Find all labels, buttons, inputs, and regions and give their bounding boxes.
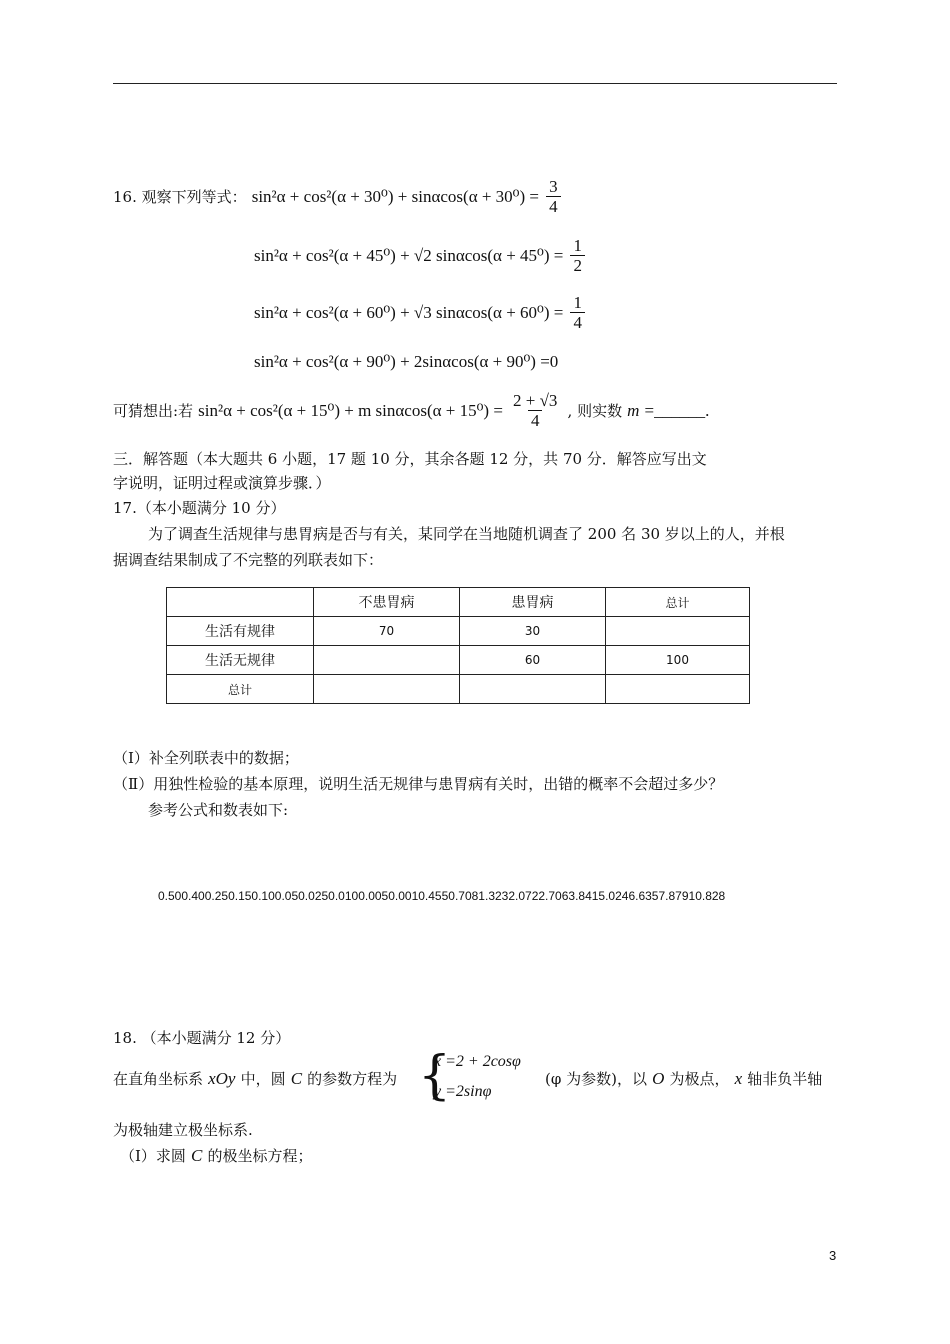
table-header-cell: 患胃病 <box>460 588 606 617</box>
q16-guess-fraction <box>510 392 560 431</box>
table-row <box>167 646 750 675</box>
q16-guess-blank: =______. <box>644 401 710 420</box>
section3-line1: 三．解答题（本大题共 6 小题，17 题 10 分，其余各题 12 分，共 70 分．解答应写出文 <box>113 450 707 468</box>
q16-guess-den: 4 <box>528 410 543 431</box>
table-header-row <box>167 588 750 617</box>
q16-eq3-fraction <box>570 294 585 333</box>
table-cell: 100 <box>606 646 750 675</box>
q16-eq1-lhs: sin²α + cos²(α + 30⁰) + sinαcos(α + 30⁰) = <box>251 187 540 206</box>
q16-eq1-den: 4 <box>546 196 561 217</box>
q18-param: (φ 为参数)，以 <box>545 1070 647 1088</box>
q18-part1 <box>120 1145 312 1166</box>
table-cell <box>314 675 460 704</box>
q16-eq3-lhs: sin²α + cos²(α + 60⁰) + √3 sinαcos(α + 60⁰) = <box>254 303 564 322</box>
q16-eq1-num: 3 <box>549 177 558 196</box>
q16-eq4: sin²α + cos²(α + 90⁰) + 2sinαcos(α + 90⁰) =0 <box>254 352 559 371</box>
q16-line2 <box>254 237 587 276</box>
q18-origin: O <box>652 1069 665 1088</box>
q18-part1-prefix: （Ⅰ）求圆 <box>120 1147 186 1165</box>
q16-guess-suffix: , 则实数 <box>567 402 623 420</box>
section3-line2: 字说明，证明过程或演算步骤．） <box>113 474 331 492</box>
q16-line1 <box>113 178 563 217</box>
table-cell <box>606 617 750 646</box>
q17-para-line1: 为了调查生活规律与患胃病是否与有关，某同学在当地随机调查了 200 名 30 岁以上的人，并根 <box>148 525 785 543</box>
q16-guess-prefix: 可猜想出:若 <box>113 402 194 420</box>
q18-line1-tail <box>545 1068 822 1089</box>
q17-title: 17.（本小题满分 10 分） <box>113 499 286 517</box>
table-cell: 60 <box>460 646 606 675</box>
left-brace: { <box>418 1046 452 1106</box>
q18-mid2: 的参数方程为 <box>307 1070 398 1088</box>
table-cell: 70 <box>314 617 460 646</box>
table-cell: 生活有规律 <box>167 617 314 646</box>
contingency-table <box>166 587 750 704</box>
q16-guess-num: 2 + √3 <box>513 391 558 410</box>
q16-eq2-lhs: sin²α + cos²(α + 45⁰) + √2 sinαcos(α + 45⁰) = <box>254 246 564 265</box>
q18-intro: 在直角坐标系 <box>113 1070 204 1088</box>
q18-sys-x: x =2 + 2cosφ <box>434 1053 521 1070</box>
q16-label: 16. 观察下列等式： <box>113 188 247 206</box>
table-cell <box>606 675 750 704</box>
q18-part1-suffix: 的极坐标方程； <box>207 1147 313 1165</box>
q17-part1: （Ⅰ）补全列联表中的数据； <box>113 749 299 767</box>
table-row <box>167 617 750 646</box>
page-number: 3 <box>829 1248 837 1263</box>
q16-eq2-fraction <box>570 237 585 276</box>
q16-guess <box>113 392 709 431</box>
q16-eq3-num: 1 <box>573 293 582 312</box>
q16-line3 <box>254 294 587 333</box>
table-header-cell <box>167 588 314 617</box>
table-header-cell: 总计 <box>606 588 750 617</box>
table-cell: 生活无规律 <box>167 646 314 675</box>
q16-guess-var: m <box>627 401 640 420</box>
q16-eq1-fraction <box>546 178 561 217</box>
q18-sys-y: y =2sinφ <box>434 1083 492 1100</box>
q18-axis: 轴非负半轴 <box>747 1070 823 1088</box>
q18-coord: xOy <box>208 1069 236 1088</box>
q18-line2: 为极轴建立极坐标系. <box>113 1121 253 1139</box>
q18-xvar: x <box>734 1069 743 1088</box>
table-cell: 30 <box>460 617 606 646</box>
q17-part2: （Ⅱ）用独性检验的基本原理，说明生活无规律与患胃病有关时，出错的概率不会超过多少？ <box>113 775 724 793</box>
q17-data-line: 0.500.400.250.150.100.050.0250.0100.0050.0010.4550.7081.3232.0722.7063.8415.0246.6357.87910.828 <box>158 889 726 903</box>
table-cell <box>460 675 606 704</box>
table-cell <box>314 646 460 675</box>
table-row <box>167 675 750 704</box>
header-rule <box>113 83 837 84</box>
table-header-cell: 不患胃病 <box>314 588 460 617</box>
q16-guess-lhs: sin²α + cos²(α + 15⁰) + m sinαcos(α + 15⁰) = <box>198 401 503 420</box>
q17-para-line2: 据调查结果制成了不完整的列联表如下： <box>113 551 384 569</box>
q18-pole: 为极点， <box>669 1070 730 1088</box>
q18-circle: C <box>290 1069 303 1088</box>
q18-line1 <box>113 1068 397 1089</box>
table-cell: 总计 <box>167 675 314 704</box>
q18-title: 18. （本小题满分 12 分） <box>113 1029 291 1047</box>
q18-mid1: 中，圆 <box>240 1070 286 1088</box>
q16-eq3-den: 4 <box>570 312 585 333</box>
q16-eq2-num: 1 <box>573 236 582 255</box>
q18-part1-var: C <box>191 1146 203 1165</box>
q16-eq2-den: 2 <box>570 255 585 276</box>
q17-ref: 参考公式和数表如下: <box>148 801 289 819</box>
